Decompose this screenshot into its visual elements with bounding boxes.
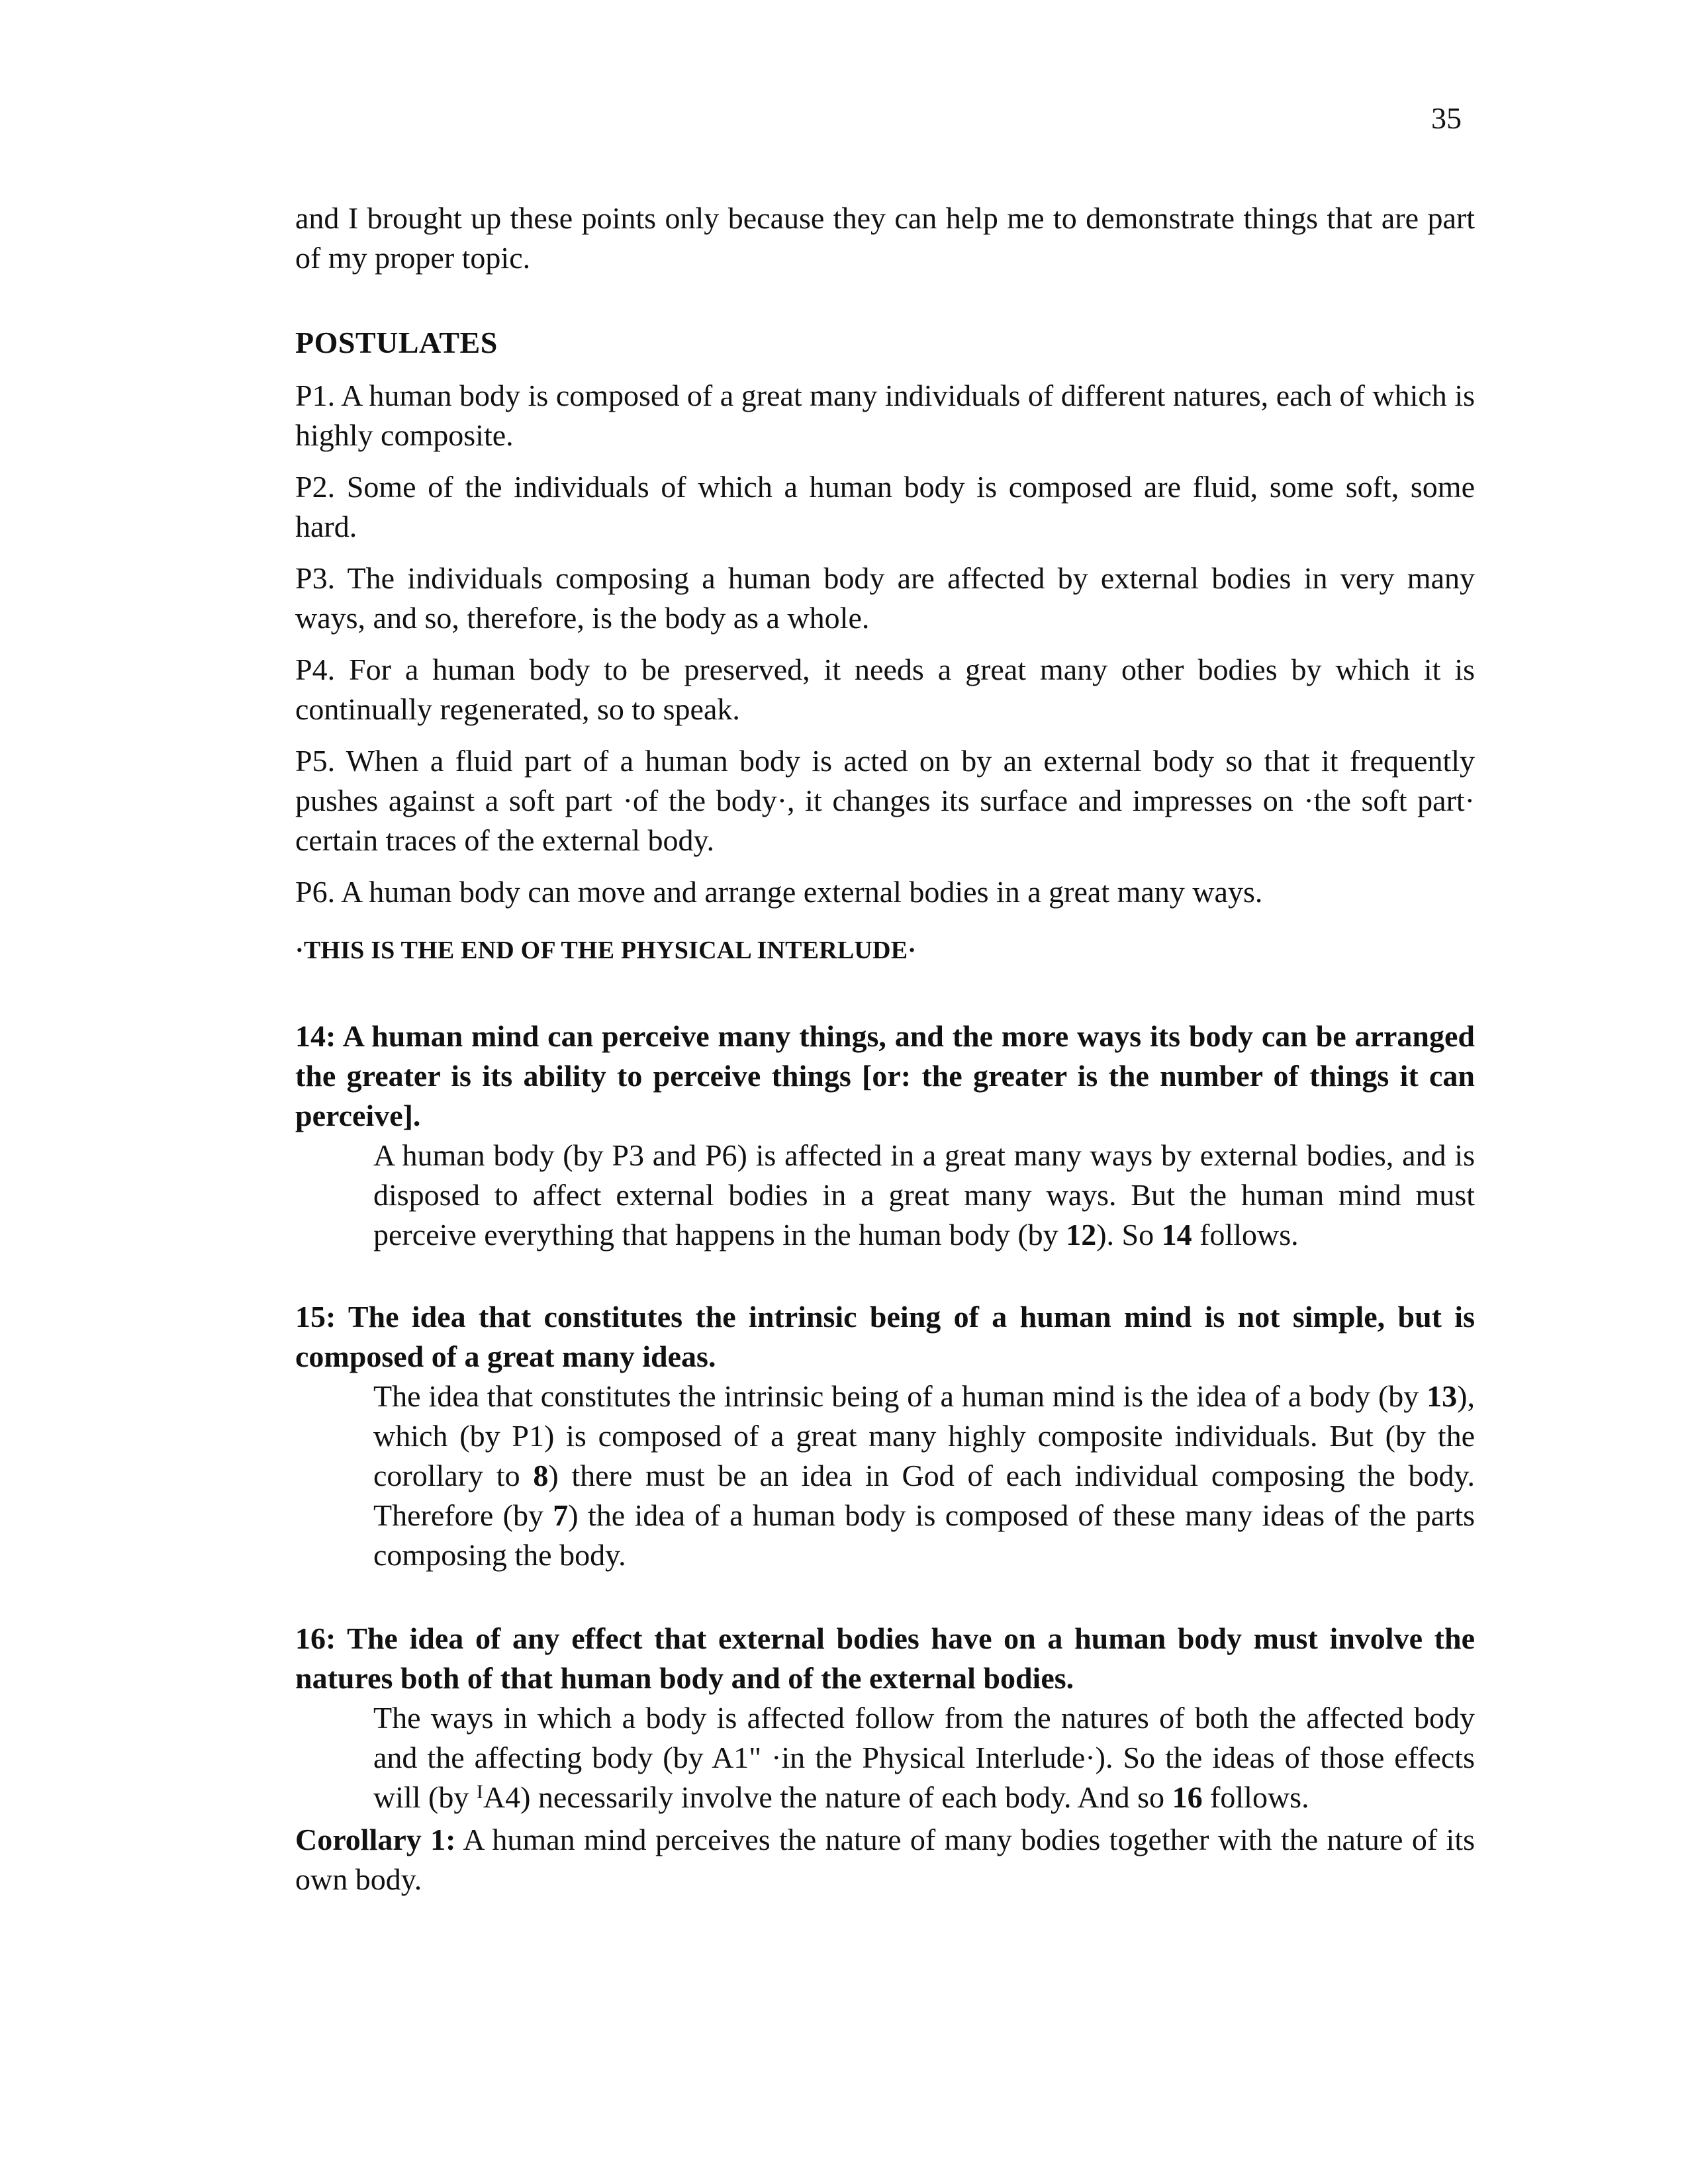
proposition-16-proof: The ways in which a body is affected follow from the natures of both the affected body and the affecting body (by A1" ·in the Physical Interlude·). So the ideas of those effects will (by $^I$A4) necessarily involve the nature of each body. And so 16 follows. [373, 1701, 1475, 1814]
reference-8: 8 [533, 1459, 549, 1492]
reference-12: 12 [1066, 1218, 1097, 1251]
superscript-part-marker: I [476, 1781, 483, 1803]
proposition-15-proof: The idea that constitutes the intrinsic being of a human mind is the idea of a body (by 13), which (by P1) is composed of a great many highly composite individuals. But (by the corollary to 8) there must be an idea in God of each individual composing the body. Therefore (by 7) the idea of a human body is composed of these many ideas of the parts composing the body. [373, 1379, 1476, 1572]
proposition-16-statement: 16: The idea of any effect that external bodies have on a human body must involve the natures both of that human body and of the external bodies. [295, 1621, 1475, 1695]
corollary-1: Corollary 1: A human mind perceives the nature of many bodies together with the nature of its own body. [295, 1823, 1476, 1896]
reference-14: 14 [1161, 1218, 1192, 1251]
corollary-label: Corollary 1: [295, 1823, 456, 1856]
interlude-end-note: ·THIS IS THE END OF THE PHYSICAL INTERLUDE· [295, 936, 917, 964]
page-content [295, 199, 1475, 1899]
postulate-p1: P1. A human body is composed of a great many individuals of different natures, each of which is highly composite. [295, 379, 1475, 452]
reference-16: 16 [1172, 1780, 1203, 1814]
proposition-14-proof: A human body (by P3 and P6) is affected in a great many ways by external bodies, and is disposed to affect external bodies in a great many ways. But the human mind must perceive everything that happens in the human body (by 12). So 14 follows. [373, 1138, 1475, 1251]
postulates-heading: POSTULATES [295, 326, 498, 359]
proposition-15-statement: 15: The idea that constitutes the intrinsic being of a human mind is not simple, but is composed of a great many ideas. [295, 1300, 1475, 1373]
reference-7: 7 [553, 1498, 569, 1532]
reference-13: 13 [1427, 1379, 1458, 1413]
proposition-14-statement: 14: A human mind can perceive many things, and the more ways its body can be arranged the greater is its ability to perceive things [or: the greater is the number of things it can perceive]. [295, 1019, 1475, 1132]
intro-paragraph: and I brought up these points only because they can help me to demonstrate things that are part of my proper topic. [295, 201, 1475, 275]
postulate-p3: P3. The individuals composing a human body are affected by external bodies in very many ways, and so, therefore, is the body as a whole. [295, 561, 1475, 635]
postulate-p2: P2. Some of the individuals of which a human body is composed are fluid, some soft, some hard. [295, 470, 1475, 543]
postulate-p4: P4. For a human body to be preserved, it needs a great many other bodies by which it is continually regenerated, so to speak. [295, 653, 1475, 726]
page-number: 35 [1431, 101, 1462, 135]
postulate-p6: P6. A human body can move and arrange external bodies in a great many ways. [295, 875, 1263, 909]
postulate-p5: P5. When a fluid part of a human body is acted on by an external body so that it frequently pushes against a soft part ·of the body·, it changes its surface and impresses on ·the soft part· certain traces of the external body. [295, 744, 1475, 857]
